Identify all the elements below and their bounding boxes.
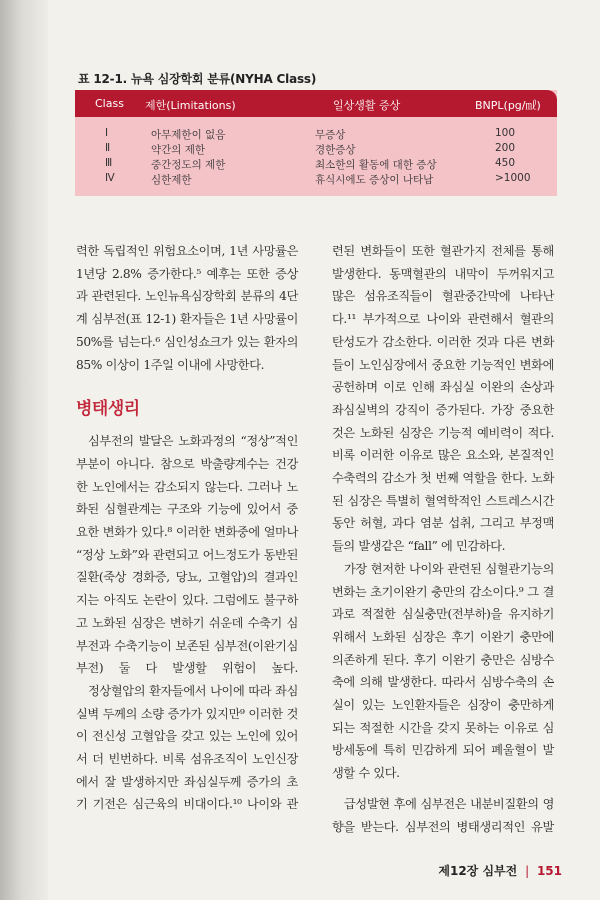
table-row bbox=[75, 172, 557, 187]
left-text-column bbox=[76, 240, 298, 816]
cell-limitation: 아무제한이 없음 bbox=[151, 129, 226, 141]
header-class: Class bbox=[95, 97, 124, 110]
cell-class: Ⅳ bbox=[105, 172, 115, 184]
cell-class: Ⅰ bbox=[105, 127, 109, 139]
cell-limitation: 심한제한 bbox=[151, 174, 192, 186]
chapter-title: 제12장 심부전 bbox=[438, 864, 518, 878]
page-number: 151 bbox=[536, 864, 562, 878]
nyha-class-table bbox=[75, 90, 557, 196]
page-footer bbox=[438, 862, 562, 879]
footer-separator: | bbox=[525, 864, 530, 878]
cell-class: Ⅱ bbox=[105, 142, 111, 154]
paragraph-gap bbox=[332, 785, 554, 793]
body-paragraph: 심부전의 발달은 노화과정의 “정상”적인 부분이 아니다. 참으로 박출량계수는 건강한 노인에서는 감소되지 않는다. 그러나 노화된 심혈관계는 구조와 기능에 있어서 중요한 변화가 있다.⁸ 이러한 변화중에 얼마나 “정상 노화”와 관련되고 어느정도가 동반된 질환(죽상 경화증, 당뇨, 고혈압)의 결과인지는 아직도 논란이 있다. 그럼에도 불구하고 노화된 심장은 변하기 쉬운데 수축기 심부전과 수축기능이 보존된 심부전(이완기심부전) 둘 다 발생할 위험이 높다. bbox=[76, 434, 298, 676]
table-title: 표 12-1. 뉴욕 심장학회 분류(NYHA Class) bbox=[78, 72, 317, 86]
cell-bnpl: >1000 bbox=[495, 172, 531, 184]
table-row bbox=[75, 127, 557, 142]
cell-limitation: 중간정도의 제한 bbox=[151, 159, 226, 171]
body-paragraph: 정상혈압의 환자들에서 나이에 따라 좌심실벽 두께의 소량 증가가 있지만⁹ 이러한 것이 전신성 고혈압을 갖고 있는 노인에 있어서 더 빈번하다. 비록 섬유조직이 노인신장에서 잘 발생하지만 좌심실두께 증가의 초기 기전은 심근육의 비대이다.¹⁰ 나이와 관 bbox=[76, 683, 298, 812]
body-paragraph: 가장 현저한 나이와 관련된 심혈관기능의 변화는 초기이완기 충만의 감소이다.⁹ 그 결과로 적절한 심실충만(전부하)을 유지하기 위해서 노화된 심장은 후기 이완기 충만에 의존하게 된다. 후기 이완기 충만은 심방수축에 의해 발생한다. 따라서 심방수축의 손실이 있는 노인환자들은 심장이 충만하게 되는 적절한 시간을 갖지 못하는 이유로 심방세동에 특히 민감하게 되어 폐울혈이 발생할 수 있다. bbox=[332, 561, 554, 781]
cell-activity: 휴식시에도 증상이 나타남 bbox=[315, 174, 434, 186]
cell-activity: 무증상 bbox=[315, 129, 346, 141]
table-row bbox=[75, 142, 557, 157]
body-paragraph: 련된 변화들이 또한 혈관가지 전체를 통해 발생한다. 동맥혈관의 내막이 두꺼워지고 많은 섬유조직들이 혈관중간막에 나타난다.¹¹ 부가적으로 나이와 관련해서 혈관의 탄성도가 감소한다. 이러한 것과 다른 변화들이 노인심장에서 중요한 기능적인 변화에 공헌하며 이로 인해 좌심실 이완의 손상과 좌심실벽의 강직이 증가된다. 가장 중요한 것은 노화된 심장은 기능적 예비력이 적다. 비록 이러한 이유로 많은 요소와, 본질적인 수축력의 감소가 첫 번째 역할을 한다. 노화된 심장은 특별히 혈역학적인 스트레스시간 동안 허혈, 과다 염분 섭취, 그리고 부정맥들의 발생같은 “fall” 에 민감하다. bbox=[332, 244, 554, 554]
header-bnpl: BNPL(pg/㎖) bbox=[475, 99, 541, 112]
table-body bbox=[75, 127, 557, 187]
cell-activity: 경한증상 bbox=[315, 144, 356, 156]
cell-limitation: 약간의 제한 bbox=[151, 144, 206, 156]
table-header-row bbox=[75, 90, 557, 117]
cell-class: Ⅲ bbox=[105, 157, 113, 169]
cell-bnpl: 450 bbox=[495, 157, 516, 169]
cell-bnpl: 200 bbox=[495, 142, 516, 154]
section-heading: 병태생리 bbox=[76, 399, 140, 420]
table-row bbox=[75, 157, 557, 172]
cell-activity: 최소한의 활동에 대한 증상 bbox=[315, 159, 437, 171]
body-paragraph: 급성발현 후에 심부전은 내분비질환의 영향을 받는다. 심부전의 병태생리적인 유발 bbox=[332, 796, 554, 834]
header-limitation: 제한(Limitations) bbox=[145, 99, 236, 112]
right-text-column bbox=[332, 240, 554, 838]
book-spine-shadow bbox=[0, 0, 48, 900]
body-paragraph: 력한 독립적인 위험요소이며, 1년 사망률은 1년당 2.8% 증가한다.⁵ 예후는 또한 증상과 관련된다. 노인뉴욕심장학회 분류의 4단계 심부전(표 12-1) 환자들은 1년 사망률이 50%를 넘는다.⁶ 심인성쇼크가 있는 환자의 85% 이상이 1주일 이내에 사망한다. bbox=[76, 244, 298, 372]
header-activity: 일상생활 증상 bbox=[333, 99, 401, 112]
cell-bnpl: 100 bbox=[495, 127, 516, 139]
